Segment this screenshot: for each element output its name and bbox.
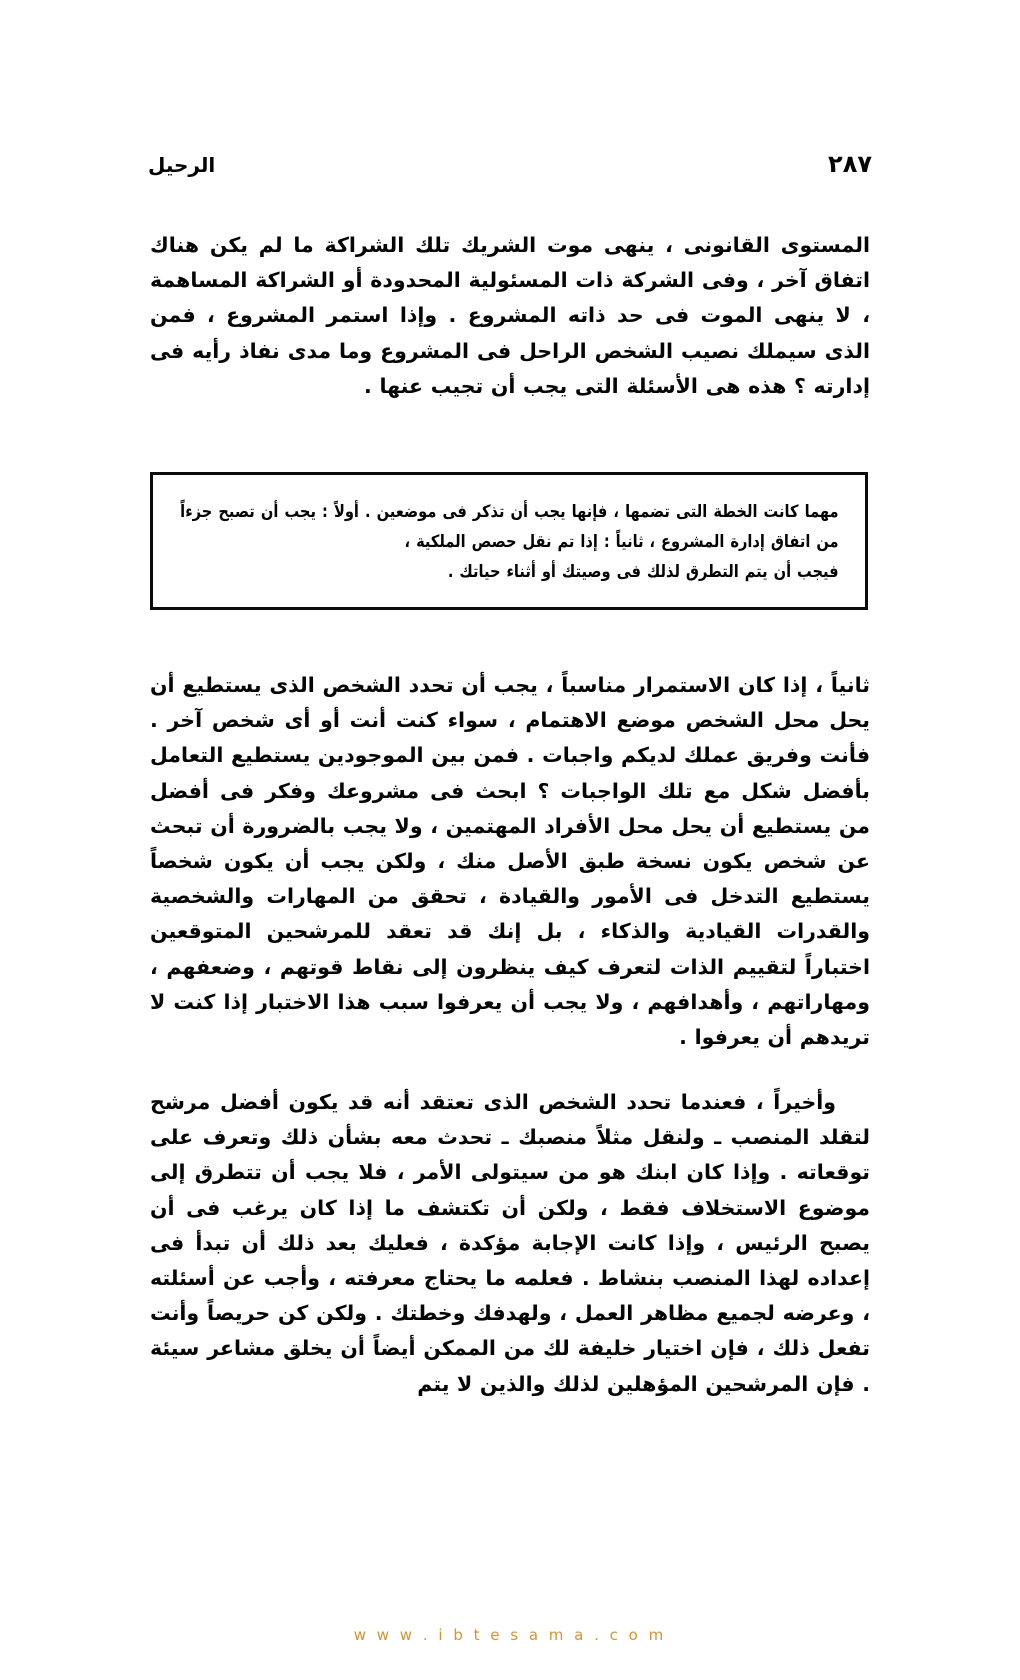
callout-line-one: مهما كانت الخطة التى تضمها ، فإنها يجب أن تذكر فى موضعين . أولاً : يجب bbox=[284, 502, 839, 522]
body-paragraph-one: المستوى القانونى ، ينهى موت الشريك تلك الشراكة ما لم يكن هناك اتفاق آخر ، وفى الشركة ذات المسئولية المحدودة أو الشراكة المساهمة ، لا ينهى الموت فى حد ذاته المشروع . وإذا استمر المشروع ، فمن الذى سيملك نصيب الشخص الراحل فى المشروع وما مدى نفاذ رأيه فى إدارته ؟ هذه هى الأسئلة التى يجب أن تجيب عنها . bbox=[150, 233, 870, 398]
body-paragraph-three: وأخيراً ، فعندما تحدد الشخص الذى تعتقد أنه قد يكون أفضل مرشح لتقلد المنصب ـ ولنقل مثلاً منصبك ـ تحدث معه بشأن ذلك وتعرف على توقعاته . وإذا كان ابنك هو من سيتولى الأمر ، فلا يجب أن تتطرق إلى موضوع الاستخلاف فقط ، ولكن أن تكتشف ما إذا كان يرغب فى أن يصبح الرئيس ، وإذا كانت الإجابة مؤكدة ، فعليك بعد ذلك أن تبدأ فى إعداده لهذا المنصب بنشاط . فعلمه ما يحتاج معرفته ، وأجب عن أسئلته ، وعرضه لجميع مظاهر العمل ، ولهدفك وخطتك . ولكن كن حريصاً وأنت تفعل ذلك ، فإن اختيار خليفة لك من الممكن أيضاً أن يخلق مشاعر سيئة . فإن المرشحين المؤهلين لذلك والذين لا يتم bbox=[150, 1090, 870, 1396]
running-head bbox=[148, 150, 872, 184]
callout-text bbox=[181, 497, 839, 587]
running-title: الرحيل bbox=[148, 153, 216, 177]
site-watermark: w w w . i b t e s a m a . c o m bbox=[353, 1626, 667, 1644]
page-number: ٢٨٧ bbox=[828, 150, 872, 178]
paragraph-one-block bbox=[150, 228, 870, 404]
callout-line-two: أن تصبح جزءاً من اتفاق إدارة المشروع ، ثانياً : إذا تم نقل حصص الملكية ، bbox=[180, 502, 839, 552]
callout-line-three: فيجب أن يتم التطرق لذلك فى وصيتك أو أثناء حياتك . bbox=[448, 562, 839, 582]
paragraph-two-block bbox=[150, 668, 870, 1055]
body-paragraph-two: ثانياً ، إذا كان الاستمرار مناسباً ، يجب أن تحدد الشخص الذى يستطيع أن يحل محل الشخص موضع الاهتمام ، سواء كنت أنت أو أى شخص آخر . فأنت وفريق عملك لديكم واجبات . فمن بين الموجودين يستطيع التعامل بأفضل شكل مع تلك الواجبات ؟ ابحث فى مشروعك وفكر فى أفضل من يستطيع أن يحل محل الأفراد المهتمين ، ولا يجب بالضرورة أن تبحث عن شخص يكون نسخة طبق الأصل منك ، ولكن يجب أن يكون شخصاً يستطيع التدخل فى الأمور والقيادة ، تحقق من المهارات والشخصية والقدرات القيادية والذكاء ، بل إنك قد تعقد للمرشحين المتوقعين اختباراً لتقييم الذات لتعرف كيف ينظرون إلى نقاط قوتهم ، وضعفهم ، ومهاراتهم ، وأهدافهم ، ولا يجب أن يعرفوا سبب هذا الاختبار إذا كنت لا تريدهم أن يعرفوا . bbox=[150, 673, 870, 1050]
callout-box bbox=[150, 472, 868, 610]
paragraph-three-block bbox=[150, 1085, 870, 1402]
